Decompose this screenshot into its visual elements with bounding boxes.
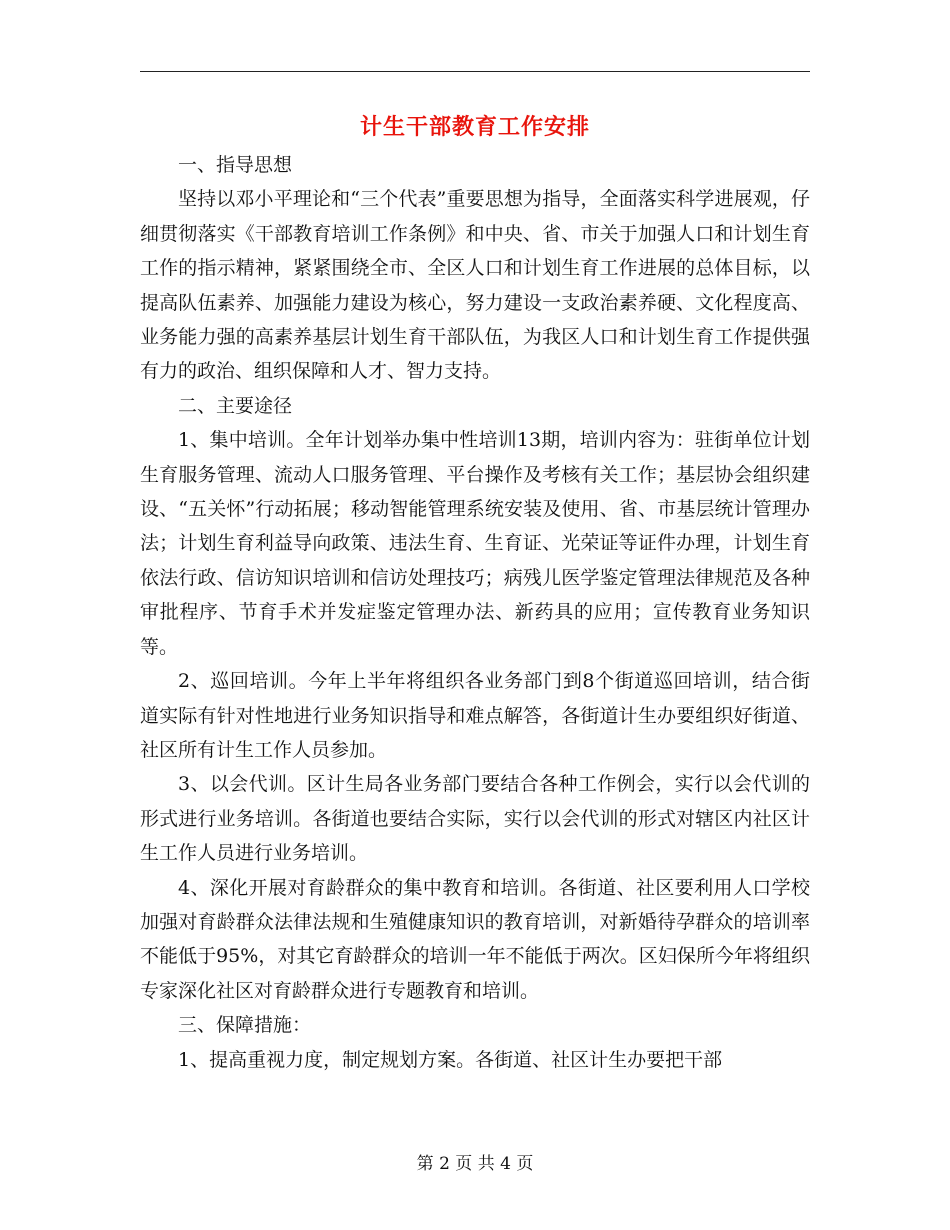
document-body: [140, 148, 810, 1077]
paragraph-centralized-training: 1、集中培训。全年计划举办集中性培训13期，培训内容为：驻街单位计划生育服务管理、流动人口服务管理、平台操作及考核有关工作；基层协会组织建设、“五关怀”行动拓展；移动智能管理系统安装及使用、省、市基层统计管理办法；计划生育利益导向政策、违法生育、生育证、光荣证等证件办理，计划生育依法行政、信访知识培训和信访处理技巧；病残儿医学鉴定管理法律规范及各种审批程序、节育手术并发症鉴定管理办法、新药具的应用；宣传教育业务知识等。: [140, 429, 810, 658]
paragraph-public-education: 4、深化开展对育龄群众的集中教育和培训。各街道、社区要利用人口学校加强对育龄群众法律法规和生殖健康知识的教育培训，对新婚待孕群众的培训率不能低于95%，对其它育龄群众的培训一年不能低于两次。区妇保所今年将组织专家深化社区对育龄群众进行专题教育和培训。: [140, 876, 810, 1002]
section-heading-main-approaches: 二、主要途径: [178, 394, 293, 417]
paragraph-safeguard-1: 1、提高重视力度，制定规划方案。各街道、社区计生办要把干部: [178, 1048, 723, 1071]
section-heading-guiding-ideology: 一、指导思想: [178, 154, 293, 176]
paragraph-touring-training: 2、巡回培训。今年上半年将组织各业务部门到8个街道巡回培训，结合街道实际有针对性地进行业务知识指导和难点解答，各街道计生办要组织好街道、社区所有计生工作人员参加。: [140, 670, 810, 761]
document-title: 计生干部教育工作安排: [359, 114, 590, 140]
section-heading-safeguards: 三、保障措施：: [178, 1014, 312, 1037]
paragraph-guiding-ideology: 坚持以邓小平理论和“三个代表”重要思想为指导，全面落实科学进展观，仔细贯彻落实《干部教育培训工作条例》和中央、省、市关于加强人口和计划生育工作的指示精神，紧紧围绕全市、全区人口和计划生育工作进展的总体目标，以提高队伍素养、加强能力建设为核心，努力建设一支政治素养硬、文化程度高、业务能力强的高素养基层计划生育干部队伍，为我区人口和计划生育工作提供强有力的政治、组织保障和人才、智力支持。: [140, 188, 810, 383]
page-number-footer: 第 2 页 共 4 页: [416, 1154, 534, 1174]
paragraph-meeting-training: 3、以会代训。区计生局各业务部门要结合各种工作例会，实行以会代训的形式进行业务培训。各街道也要结合实际，实行以会代训的形式对辖区内社区计生工作人员进行业务培训。: [140, 773, 810, 865]
header-rule: [140, 71, 810, 72]
